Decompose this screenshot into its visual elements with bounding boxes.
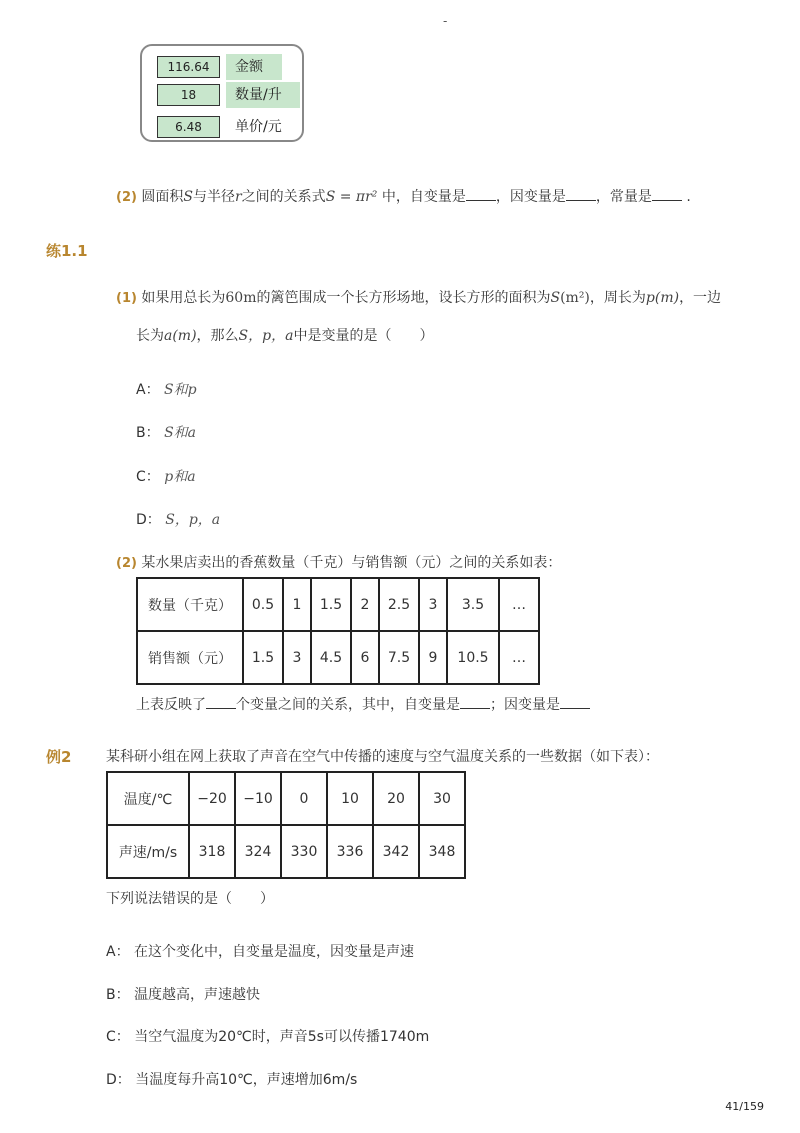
option-text: S和a	[164, 425, 196, 441]
practice-q2-stem	[116, 552, 561, 572]
text: ，一边	[679, 290, 722, 306]
table-cell: 324	[235, 825, 281, 878]
table-cell: 3	[283, 631, 311, 684]
text: ，那么	[196, 328, 239, 344]
text: 与半径	[192, 189, 235, 205]
option-letter: B：	[136, 425, 160, 441]
text: ；因变量是	[490, 697, 560, 713]
example-stem: 某科研小组在网上获取了声音在空气中传播的速度与空气温度关系的一些数据（如下表）：	[106, 749, 659, 765]
option-text: S，p，a	[165, 512, 221, 528]
option-letter: B：	[106, 987, 130, 1003]
banana-sales-table	[136, 577, 540, 685]
table-cell: 数量（千克）	[137, 578, 243, 631]
text: 中，自变量是	[377, 189, 466, 205]
practice-q1-line1	[116, 287, 721, 307]
option-text: 当空气温度为20℃时，声音5s可以传播1740m	[134, 1029, 430, 1045]
answer-blank	[566, 188, 596, 201]
pump-price-label: 单价/元	[235, 119, 282, 135]
math-var: S，p，a	[238, 328, 294, 344]
pump-volume-label: 数量/升	[226, 82, 300, 108]
text: 如果用总长为	[141, 290, 226, 306]
math-var: p(m)	[645, 290, 680, 306]
text: 长为	[136, 328, 164, 344]
gas-pump-display	[140, 44, 304, 142]
example-heading: 例2	[46, 748, 72, 766]
text: 上表反映了	[136, 697, 206, 713]
practice-q1-option-a[interactable]	[136, 379, 197, 399]
math-value: 60m	[225, 290, 257, 306]
table-cell: 6	[351, 631, 379, 684]
table-cell: 温度/℃	[107, 772, 189, 825]
table-row	[137, 631, 539, 684]
example-question: 下列说法错误的是（ ）	[106, 891, 274, 907]
table-cell: 10	[327, 772, 373, 825]
answer-blank	[560, 696, 590, 709]
practice-q1-line2	[136, 325, 433, 345]
math-var: r	[234, 189, 242, 205]
question-number: (1)	[116, 291, 137, 306]
table-cell: 1.5	[243, 631, 283, 684]
page-number: 41/159	[725, 1100, 764, 1113]
table-cell: 3.5	[447, 578, 499, 631]
practice-q1-option-d[interactable]	[136, 509, 220, 529]
option-text: 在这个变化中，自变量是温度，因变量是声速	[134, 944, 415, 960]
table-cell: 4.5	[311, 631, 351, 684]
table-cell: 10.5	[447, 631, 499, 684]
text: 某水果店卖出的香蕉数量（千克）与销售额（元）之间的关系如表：	[141, 555, 562, 571]
table-cell: 342	[373, 825, 419, 878]
option-text: p和a	[164, 469, 196, 485]
table-cell: −10	[235, 772, 281, 825]
text: .	[681, 189, 691, 205]
table-cell: −20	[189, 772, 235, 825]
table-cell: 声速/m/s	[107, 825, 189, 878]
answer-blank	[206, 696, 236, 709]
text: ，常量是	[595, 189, 652, 205]
sound-speed-table	[106, 771, 466, 879]
practice-heading: 练1.1	[46, 242, 88, 260]
option-letter: C：	[136, 469, 160, 485]
table-cell: 318	[189, 825, 235, 878]
text: 中是变量的是（ ）	[293, 328, 434, 344]
table-cell: 330	[281, 825, 327, 878]
option-text: 温度越高，声速越快	[134, 987, 261, 1003]
question-number: (2)	[116, 556, 137, 571]
pump-price-value: 6.48	[157, 116, 220, 138]
table-cell: 348	[419, 825, 465, 878]
table-cell: 2.5	[379, 578, 419, 631]
practice-q2-after	[136, 694, 590, 714]
example-option-a[interactable]	[106, 941, 414, 961]
answer-blank	[460, 696, 490, 709]
table-cell: 1.5	[311, 578, 351, 631]
option-letter: D：	[136, 512, 161, 528]
pump-volume-value: 18	[157, 84, 220, 106]
math-var: S	[550, 290, 561, 306]
table-cell: 3	[419, 578, 447, 631]
table-cell: 1	[283, 578, 311, 631]
practice-q1-option-c[interactable]	[136, 466, 196, 486]
answer-blank	[652, 188, 682, 201]
header-mark: -	[443, 14, 448, 28]
option-letter: A：	[136, 382, 160, 398]
table-cell: 2	[351, 578, 379, 631]
table-cell: 销售额（元）	[137, 631, 243, 684]
text: 圆面积	[141, 189, 184, 205]
text: 的篱笆围成一个长方形场地，设长方形的面积为	[256, 290, 551, 306]
table-cell: 0.5	[243, 578, 283, 631]
question-circle-area	[116, 186, 691, 206]
example-option-c[interactable]	[106, 1026, 429, 1046]
option-text: 当温度每升高10℃，声速增加6m/s	[135, 1072, 358, 1088]
table-cell: 30	[419, 772, 465, 825]
table-row	[107, 772, 465, 825]
example-option-d[interactable]	[106, 1069, 357, 1089]
table-cell: 0	[281, 772, 327, 825]
option-letter: A：	[106, 944, 130, 960]
option-text: S和p	[164, 382, 197, 398]
text: ，因变量是	[495, 189, 566, 205]
text: 之间的关系式	[241, 189, 326, 205]
pump-amount-value: 116.64	[157, 56, 220, 78]
formula: S = πr²	[325, 189, 378, 205]
practice-q1-option-b[interactable]	[136, 422, 196, 442]
table-cell: 20	[373, 772, 419, 825]
math-var: S	[183, 189, 193, 205]
table-row	[107, 825, 465, 878]
text: 个变量之间的关系，其中，自变量是	[236, 697, 460, 713]
math-var: a(m)	[164, 328, 197, 344]
option-letter: D：	[106, 1072, 131, 1088]
answer-blank	[466, 188, 496, 201]
table-cell: …	[499, 578, 539, 631]
table-cell: 336	[327, 825, 373, 878]
pump-amount-label: 金额	[226, 54, 282, 80]
table-cell: 7.5	[379, 631, 419, 684]
option-letter: C：	[106, 1029, 130, 1045]
table-cell: …	[499, 631, 539, 684]
table-cell: 9	[419, 631, 447, 684]
question-number: (2)	[116, 190, 137, 205]
text: ，周长为	[589, 290, 646, 306]
math-unit: (m²)	[560, 290, 590, 306]
table-row	[137, 578, 539, 631]
example-option-b[interactable]	[106, 984, 260, 1004]
